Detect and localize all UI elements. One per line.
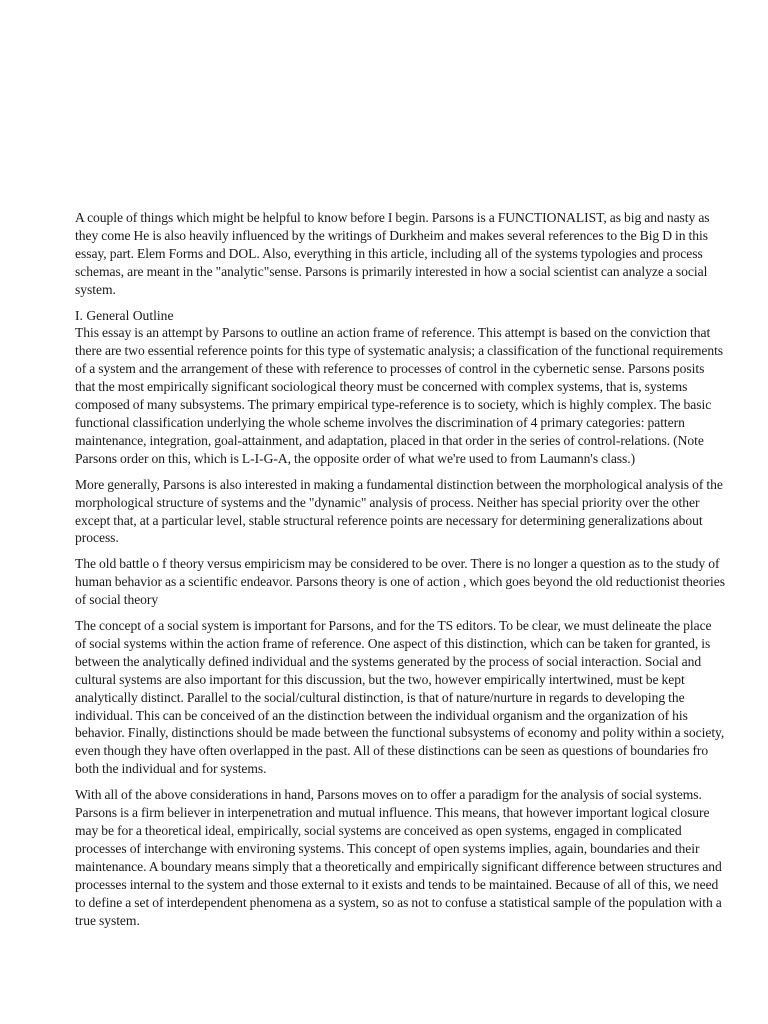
body-paragraph-5: With all of the above considerations in hand, Parsons moves on to offer a paradigm for the analysis of social systems. Parsons is a firm believer in interpenetration and mutual influence. This means, that however important logical closure may be for a theoretical ideal, empirically, social systems are conceived as open systems, engaged in complicated processes of interchange with environing systems. This concept of open systems implies, again, boundaries and their maintenance. A boundary means simply that a theoretically and empirically significant difference between structures and processes internal to the system and those external to it exists and tends to be maintained. Because of all of this, we need to define a set of interdependent phenomena as a system, so as not to confuse a statistical sample of the population with a true system. <box>75 787 722 928</box>
body-paragraph-2: More generally, Parsons is also interested in making a fundamental distinction between the morphological analysis of the morphological structure of systems and the "dynamic" analysis of process. Neither has special priority over the other except that, at a particular level, stable structural reference points are necessary for determining generalizations about process. <box>75 476 723 546</box>
intro-paragraph: A couple of things which might be helpful to know before I begin. Parsons is a FUNCTIONALIST, as big and nasty as they come He is also heavily influenced by the writings of Durkheim and makes several references to the Big D in this essay, part. Elem Forms and DOL. Also, everything in this article, including all of the systems typologies and process schemas, are meant in the "analytic"sense. Parsons is primarily interested in how a social scientist can analyze a social system. <box>75 210 710 297</box>
body-paragraph-1: This essay is an attempt by Parsons to outline an action frame of reference. This attempt is based on the conviction that there are two essential reference points for this type of systematic analysis; a classification of the functional requirements of a system and the arrangement of these with reference to processes of control in the cybernetic sense. Parsons posits that the most empirically significant sociological theory must be concerned with complex systems, that is, systems composed of many subsystems. The primary empirical type-reference is to society, which is highly complex. The basic functional classification underlying the whole scheme involves the discrimination of 4 primary categories: pattern maintenance, integration, goal-attainment, and adaptation, placed in that order in the series of control-relations. (Note Parsons order on this, which is L-I-G-A, the opposite order of what we're used to from Laumann's class.) <box>75 325 724 466</box>
section-heading: I. General Outline <box>75 307 174 323</box>
document-body <box>75 209 725 937</box>
body-paragraph-4: The concept of a social system is important for Parsons, and for the TS editors. To be clear, we must delineate the place of social systems within the action frame of reference. One aspect of this distinction, which can be taken for granted, is between the analytically defined individual and the systems generated by the process of social interaction. Social and cultural systems are also important for this discussion, but the two, however empirically intertwined, must be kept analytically distinct. Parallel to the social/cultural distinction, is that of nature/nurture in regards to developing the individual. This can be conceived of an the distinction between the individual organism and the organization of his behavior. Finally, distinctions should be made between the functional subsystems of economy and polity within a society, even though they have often overlapped in the past. All of these distinctions can be seen as questions of boundaries fro both the individual and for systems. <box>75 618 725 777</box>
body-paragraph-3: The old battle o f theory versus empiricism may be considered to be over. There is no longer a question as to the study of human behavior as a scientific endeavor. Parsons theory is one of action , which goes beyond the old reductionist theories of social theory <box>75 556 725 608</box>
